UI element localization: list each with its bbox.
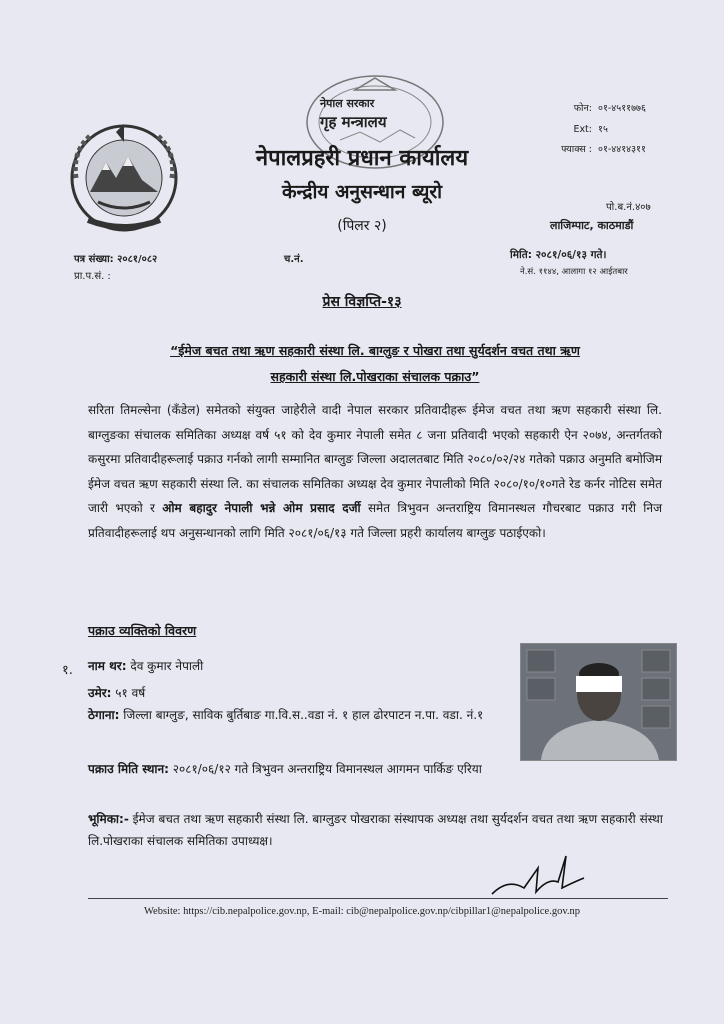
- ext-value: १५: [598, 124, 608, 135]
- arrested-section-heading: पक्राउ व्यक्तिको विवरण: [88, 623, 197, 638]
- fax-row: [542, 142, 646, 155]
- name-label: नाम थर:: [88, 659, 127, 673]
- phone-value: ०१-४५११७७६: [598, 103, 646, 114]
- address-field: [88, 704, 514, 726]
- body-text-part2: समेत त्रिभुवन अन्तराष्ट्रिय विमानस्थल गौचरबाट पक्राउ गरी निज प्रतिवादीहरूलाई थप अनुसन्धानको लागि मिति २०८१/०६/१३ गते जिल्ला प्रहरी कार्यालय बाग्लुङ पठाईएको।: [88, 501, 662, 540]
- fax-label: फ्याक्स :: [561, 144, 592, 155]
- phone-row: [542, 101, 646, 114]
- role-value: ईमेज बचत तथा ऋण सहकारी संस्था लि. बाग्लुङर पोखराका संस्थापक अध्यक्ष तथा सुर्यदर्शन वचत तथा ऋण सहकारी संस्था लि.पोखराका संचालक समितिका उपाध्यक्ष।: [88, 812, 663, 848]
- address-label: ठेगाना:: [88, 708, 120, 722]
- age-field: [88, 682, 145, 704]
- age-label: उमेर:: [88, 686, 112, 700]
- role-label: भूमिका:-: [88, 812, 129, 826]
- date-label: मिति:: [510, 249, 532, 261]
- bureau-title: केन्द्रीय अनुसन्धान ब्यूरो: [281, 181, 443, 203]
- item-number: १.: [62, 663, 73, 678]
- ext-label: Ext:: [573, 124, 592, 135]
- letter-number-label: पत्र संख्या:: [74, 254, 114, 265]
- date-row: [510, 248, 606, 262]
- office-title: नेपालप्रहरी प्रधान कार्यालय: [255, 146, 469, 171]
- ministry-label: गृह मन्त्रालय: [320, 113, 387, 131]
- press-release-title: प्रेस विज्ञप्ति-१३: [322, 294, 402, 310]
- name-field: [88, 655, 203, 677]
- gov-label: नेपाल सरकार: [320, 97, 375, 110]
- ch-number: च.नं.: [284, 254, 304, 265]
- footer-divider: [88, 898, 668, 899]
- arrested-person-photo: [520, 643, 677, 761]
- arrest-value: २०८१/०६/१२ गते त्रिभुवन अन्तराष्ट्रिय विमानस्थल आगमन पार्किङ एरिया: [172, 762, 482, 776]
- po-box: पो.ब.नं.४०७: [606, 202, 651, 213]
- arrest-field: [88, 758, 514, 780]
- arrest-label: पक्राउ मिति स्थान:: [88, 762, 169, 776]
- address-value: जिल्ला बाग्लुङ, साविक बुर्तिबाङ गा.वि.स..वडा नं. १ हाल ढोरपाटन न.पा. वडा. नं.१: [123, 708, 484, 722]
- body-text-bold: ओम बहादुर नेपाली भन्ने ओम प्रसाद दर्जी: [162, 501, 361, 515]
- name-value: देव कुमार नेपाली: [130, 659, 204, 673]
- age-value: ५१ वर्ष: [115, 686, 146, 700]
- footer-contact: Website: https://cib.nepalpolice.gov.np, E-mail: cib@nepalpolice.gov.np/cibpillar1@nepalpolice.gov.np: [143, 906, 581, 917]
- body-paragraph: [88, 398, 662, 545]
- phone-label: फोन:: [573, 103, 592, 114]
- pillar-label: (पिलर २): [337, 218, 387, 234]
- press-headline: [90, 338, 660, 390]
- signature: [488, 848, 588, 903]
- nepal-sambat-date: ने.सं. ११४४, आलागा १२ आईतबार: [520, 267, 628, 277]
- body-text-part1: सरिता तिमल्सेना (कँडेल) समेतको संयुक्त जाहेरीले वादी नेपाल सरकार प्रतिवादीहरू ईमेज वचत तथा ऋण सहकारी संस्था लि. बाग्लुङका संचालक समितिका अध्यक्ष वर्ष ५१ को देव कुमार नेपाली समेत ८ जना प्रतिवादी भएको सहकारी ऐन २०७४, अन्तर्गतको कसुरमा प्रतिवादीहरूलाई पक्राउ गर्नको लागी सम्मानित बाग्लुङ जिल्ला अदालतबाट मिति २०८०/०२/२४ गतेको पक्राउ अनुमति बमोजिम ईमेज वचत ऋण सहकारी संस्था लि. का संचालक समितिका अध्यक्ष देव कुमार नेपालीको मिति २०८०/१०/१०गते रेड कर्नर नोटिस समेत जारी भएको र: [88, 403, 662, 515]
- letter-number-value: २०८१/०८२: [117, 254, 158, 265]
- date-value: २०८१/०६/१३ गते।: [535, 249, 607, 261]
- ext-row: [542, 122, 608, 135]
- prapas-label: प्रा.प.सं. :: [74, 271, 111, 282]
- letter-number: [74, 251, 157, 265]
- headline-line-2: सहकारी संस्था लि.पोखराका संचालक पक्राउ”: [270, 369, 480, 384]
- role-field: [88, 808, 668, 852]
- headline-line-1: “ईमेज बचत तथा ऋण सहकारी संस्था लि. बाग्लुङ र पोखरा तथा सुर्यदर्शन वचत तथा ऋण: [170, 343, 580, 358]
- fax-value: ०१-४४१४३११: [598, 144, 646, 155]
- office-location: लाजिम्पाट, काठमाडौं: [550, 219, 634, 232]
